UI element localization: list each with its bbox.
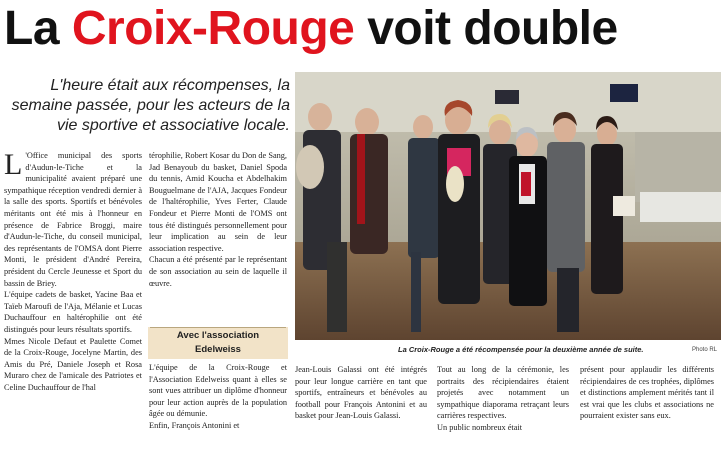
col2-paragraph-1: térophilie, Robert Kosar du Don de Sang, Jad Benayoub du basket, Daniel Spoda du tennis, Amid Koucha et Abdelhakim Bouguelmane de l'AJA, Jacques Fondeur de l'haltérophilie, Yves Ferter, Claude Fondeur et Pierre Monti de l'OMS ont tous été distingués personnellement pour leur implication au sein de leur association respective.	[149, 151, 287, 253]
col2-paragraph-4: Enfin, François Antonini et	[149, 420, 240, 430]
subhead-rule	[150, 327, 286, 328]
headline-part1: La	[4, 2, 72, 55]
article-column-1	[4, 150, 142, 393]
article-column-5	[580, 364, 714, 422]
headline-part3: voit double	[354, 2, 618, 55]
col1-paragraph-2: L'équipe cadets de basket, Yacine Baa et Taïeb Maroufi de l'Aja, Mélanie et Lucas Duchauffour en haltérophilie ont été distingués pour leurs résultats sportifs.	[4, 290, 142, 334]
col2-paragraph-2: Chacun a été présenté par le représentant de son association au sein de laquelle il œuvre.	[149, 255, 287, 288]
photo-caption: La Croix-Rouge a été récompensée pour la deuxième année de suite.	[398, 345, 644, 354]
article-column-2	[149, 150, 287, 289]
subhead-line2: Edelweiss	[195, 344, 241, 355]
headline	[4, 0, 618, 58]
drop-cap: L	[4, 148, 23, 181]
col5-paragraph-1: présent pour applaudir les différents récipiendaires de ces trophées, diplômes et distinctions amplement mérités tant il est vrai que les clubs et associations ne pourraient exister sans eux.	[580, 365, 714, 421]
col2-paragraph-3: L'équipe de la Croix-Rouge et l'Association Edelweiss quant à elles se sont vues attribuer un diplôme d'honneur pour leur action auprès de la population âgée ou démunie.	[149, 363, 287, 419]
col3-paragraph-1: Jean-Louis Galassi ont été intégrés pour leur longue carrière en tant que sportifs, entraîneurs et bénévoles au football pour François Antonini et au basket pour Jean-Louis Galassi.	[295, 365, 427, 421]
col1-paragraph-1: 'Office municipal des sports d'Audun-le-Tiche et la municipalité avaient préparé une sympathique réception vendredi dernier à la salle des sports. Sportifs et bénévoles méritants ont été mis à l'honneur en présence de Fabrice Broggi, maire d'Audun-le-Tiche, du conseil municipal, des représentants de l'OMSA dont Pierre Monti, le président d'André Pereira, président du Cercle Jeunesse et Sport du bassin de Briey.	[4, 151, 142, 288]
col1-paragraph-3: Mmes Nicole Defaut et Paulette Comet de la Croix-Rouge, Jocelyne Martin, des Amis du Pré, Daniele Joseph et Rosa Muraro chez de l'amicale des Patriotes et Celine Duchauffour de l'hal	[4, 336, 142, 392]
event-photo	[295, 72, 721, 340]
subhead-line1: Avec l'association	[176, 330, 260, 341]
photo-illustration	[295, 72, 721, 340]
article-column-2-continued	[149, 362, 287, 432]
subhead-box	[148, 327, 288, 359]
headline-part2: Croix-Rouge	[71, 2, 355, 55]
article-column-4	[437, 364, 569, 434]
article-column-3	[295, 364, 427, 422]
col4-paragraph-1: Tout au long de la cérémonie, les portraits des récipiendaires étaient projetés avec notamment un sympathique diaporama retraçant leurs carrières respectives.	[437, 365, 569, 421]
lead-paragraph: L'heure était aux récompenses, la semaine passée, pour les acteurs de la vie sportive et associative locale.	[11, 77, 290, 134]
col4-paragraph-2: Un public nombreux était	[437, 422, 523, 432]
photo-credit: Photo RL	[692, 347, 718, 353]
